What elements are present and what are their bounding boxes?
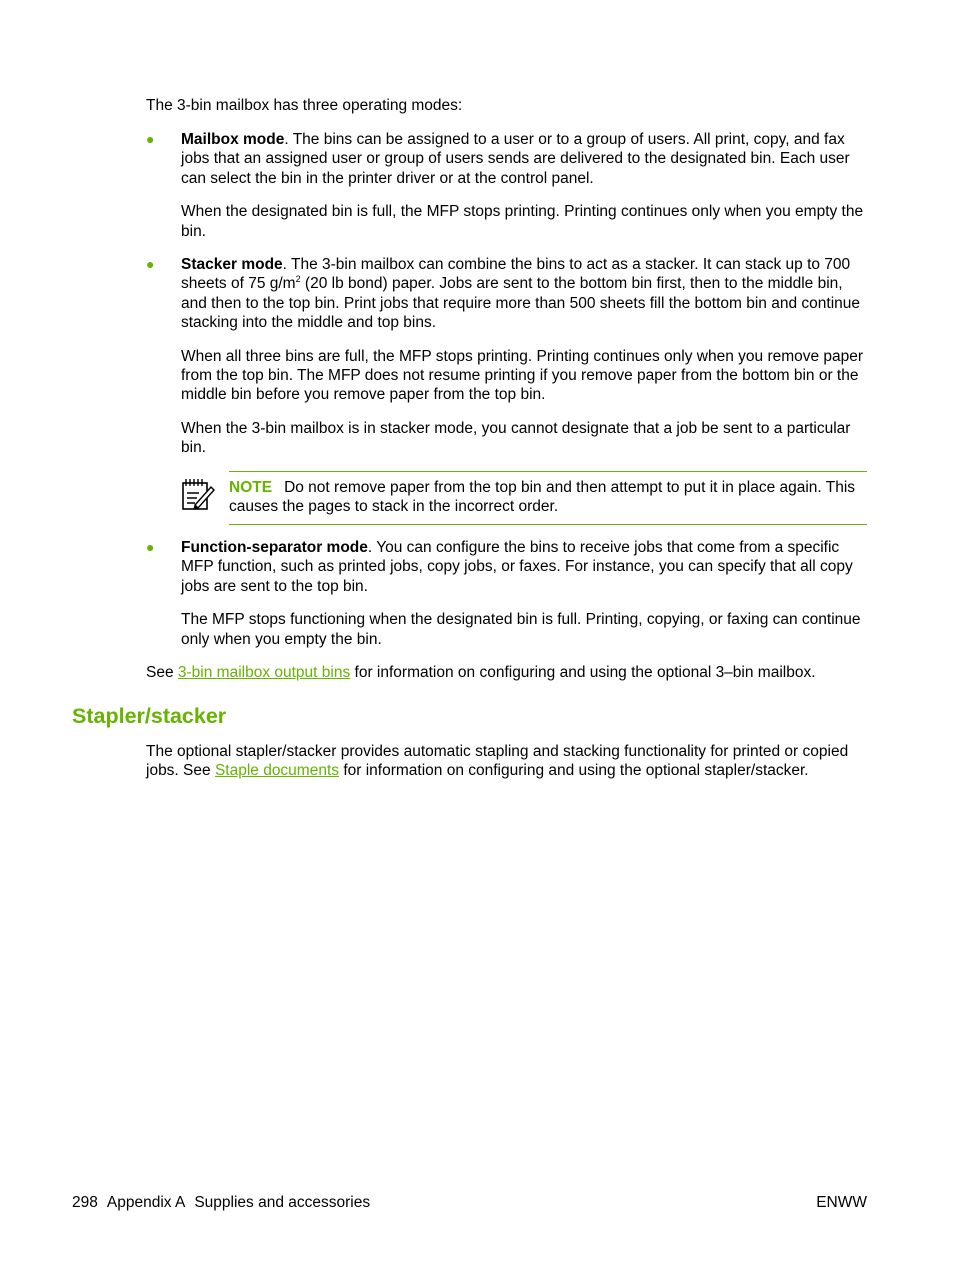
bullet-function-separator-mode [146,538,868,649]
footer-right: ENWW [816,1194,867,1211]
bullet-term: Function-separator mode [181,539,368,556]
list-item [146,255,868,333]
bullet-mailbox-mode [146,130,868,241]
bullet-sub-paragraph: When the designated bin is full, the MFP stops printing. Printing continues only when you empty the bin. [181,203,864,240]
see-prefix: See [146,664,178,681]
see-also-paragraph [146,663,868,682]
mailbox-output-bins-link[interactable]: 3-bin mailbox output bins [177,664,351,681]
bullet-sub-paragraph: When the 3-bin mailbox is in stacker mode, you cannot designate that a job be sent to a particular bin. [181,419,851,457]
bullet-text: . The 3-bin mailbox can combine the bins to act as a stacker. It can stack up to 700 sheets of 75 g/m [181,256,851,293]
list-item [146,130,868,188]
staple-documents-link[interactable]: Staple documents [214,762,340,780]
see-suffix: for information on configuring and using the optional 3–bin mailbox. [350,664,816,681]
stapler-paragraph [146,742,868,781]
bullet-term: Stacker mode [181,256,283,273]
bullet-term: Mailbox mode [181,131,285,148]
note-text: Do not remove paper from the top bin and then attempt to put it in place again. This causes the pages to stack in the incorrect order. [229,479,856,516]
note-box [229,471,867,525]
page-footer [72,1193,867,1212]
bullet-sub-paragraph: When all three bins are full, the MFP stops printing. Printing continues only when you remove paper from the top bin. The MFP does not resume printing if you remove paper from the bottom bin or the middle bin before you remove paper from the top bin. [181,347,864,404]
list-item [146,538,868,596]
footer-chapter: Appendix A [106,1194,186,1211]
bullet-dot-icon: ● [146,539,155,555]
bullet-text: . The bins can be assigned to a user or to a group of users. All print, copy, and fax jobs that an assigned user or group of users sends are delivered to the designated bin. Each user can select the bin in the printer driver or at the control panel. [181,131,850,187]
bullet-sub-paragraph: The MFP stops functioning when the designated bin is full. Printing, copying, or faxing can continue only when you empty the bin. [181,611,861,648]
bullet-dot-icon: ● [146,131,155,147]
bullet-text-continued: (20 lb bond) paper. Jobs are sent to the bottom bin first, then to the middle bin, and then to the top bin. Print jobs that require more than 500 sheets fill the bottom bin and continue stacking into the middle and top bins. [181,275,860,332]
note-callout [181,471,867,524]
page-number: 298 [72,1194,98,1211]
note-label: NOTE [229,479,273,496]
intro-paragraph: The 3-bin mailbox has three operating modes: [146,97,463,114]
stapler-text-continued: for information on configuring and using the optional stapler/stacker. [339,762,809,780]
bullet-stacker-mode [146,255,868,458]
note-pad-pencil-icon [181,477,215,511]
footer-left [72,1193,379,1212]
stapler-text: The optional stapler/stacker provides automatic stapling and stacking functionality for printed or copied jobs. See [146,743,849,780]
bullet-dot-icon: ● [146,256,155,272]
bullet-text: . You can configure the bins to receive jobs that come from a specific MFP function, such as printed jobs, copy jobs, or faxes. For instance, you can specify that all copy jobs are sent to the top bin. [181,539,853,595]
superscript: 2 [295,274,301,285]
section-heading: Stapler/stacker [72,704,227,728]
footer-chapter-title: Supplies and accessories [194,1194,371,1211]
